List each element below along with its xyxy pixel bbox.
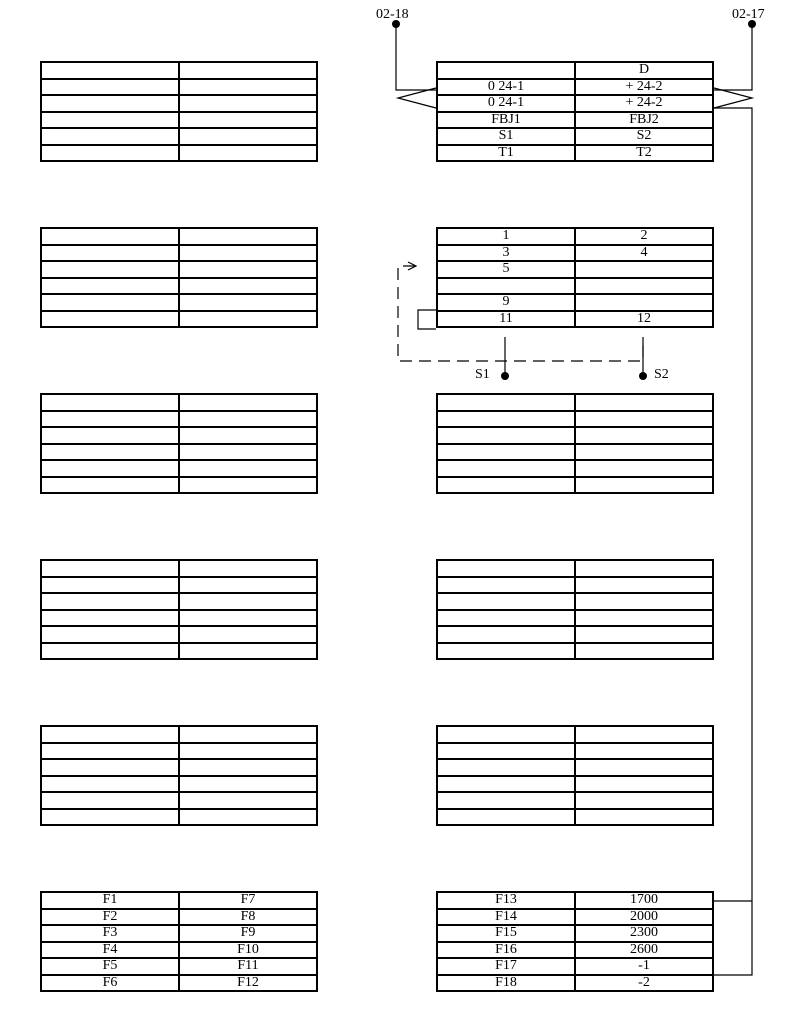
table-cell (437, 792, 575, 809)
table-cell (437, 626, 575, 643)
table-cell: F3 (41, 925, 179, 942)
table-cell: D (575, 62, 713, 79)
table-cell (179, 759, 317, 776)
table-row (437, 925, 713, 942)
table-row (41, 62, 317, 79)
table-row (41, 909, 317, 926)
table-cell (179, 460, 317, 477)
table-cell (179, 62, 317, 79)
table-cell (41, 427, 179, 444)
table-row (41, 577, 317, 594)
table-cell (575, 444, 713, 461)
table-cell (575, 759, 713, 776)
table-row (41, 892, 317, 909)
table-cell (41, 278, 179, 295)
bus-line-right (714, 108, 752, 975)
table-row (437, 427, 713, 444)
table-cell (41, 245, 179, 262)
table-cell: F13 (437, 892, 575, 909)
table-cell (437, 643, 575, 660)
table-cell (179, 128, 317, 145)
table-cell (575, 477, 713, 494)
table-row (437, 112, 713, 129)
table-row (437, 245, 713, 262)
table-cell: F1 (41, 892, 179, 909)
table-cell (41, 228, 179, 245)
table-row (437, 228, 713, 245)
table-cell (41, 128, 179, 145)
table-cell (179, 477, 317, 494)
table-cell (179, 792, 317, 809)
table-cell (41, 394, 179, 411)
table-row (437, 776, 713, 793)
table-cell (437, 577, 575, 594)
table-row (437, 975, 713, 992)
table-cell: F7 (179, 892, 317, 909)
table-cell (41, 743, 179, 760)
table-row (437, 311, 713, 328)
table-cell (41, 95, 179, 112)
table-row (41, 759, 317, 776)
table-cell: F16 (437, 942, 575, 959)
table-cell: F6 (41, 975, 179, 992)
terminal-table (40, 227, 318, 328)
table-cell: F10 (179, 942, 317, 959)
table-cell (41, 294, 179, 311)
terminal-table (436, 891, 714, 992)
table-row (437, 942, 713, 959)
table-row (41, 278, 317, 295)
table-row (437, 477, 713, 494)
table-row (437, 593, 713, 610)
table-row (437, 577, 713, 594)
table-cell: F11 (179, 958, 317, 975)
table-cell (41, 610, 179, 627)
table-cell: 2000 (575, 909, 713, 926)
table-row (437, 909, 713, 926)
table-row (41, 743, 317, 760)
terminal-table (40, 559, 318, 660)
table-cell (437, 560, 575, 577)
table-cell (437, 726, 575, 743)
table-cell (437, 593, 575, 610)
table-cell (437, 62, 575, 79)
table-cell (41, 593, 179, 610)
table-cell (41, 62, 179, 79)
table-cell: S2 (575, 128, 713, 145)
table-cell: FBJ1 (437, 112, 575, 129)
table-cell: F18 (437, 975, 575, 992)
table-cell (575, 427, 713, 444)
table-row (41, 311, 317, 328)
table-cell: 2600 (575, 942, 713, 959)
terminal-table (436, 725, 714, 826)
table-cell (179, 726, 317, 743)
table-cell (179, 593, 317, 610)
table-row (437, 759, 713, 776)
table-cell (575, 792, 713, 809)
table-cell (575, 610, 713, 627)
table-row (41, 593, 317, 610)
table-cell (41, 560, 179, 577)
table-cell (575, 411, 713, 428)
table-cell (179, 394, 317, 411)
table-cell: 2 (575, 228, 713, 245)
table-cell: F2 (41, 909, 179, 926)
table-row (41, 958, 317, 975)
table-cell: 4 (575, 245, 713, 262)
table-row (437, 145, 713, 162)
table-cell (179, 626, 317, 643)
table-cell (437, 278, 575, 295)
table-row (41, 560, 317, 577)
table-row (437, 79, 713, 96)
table-cell (179, 444, 317, 461)
table-row (437, 626, 713, 643)
table-cell (437, 427, 575, 444)
table-cell: F9 (179, 925, 317, 942)
table-row (41, 792, 317, 809)
table-cell: FBJ2 (575, 112, 713, 129)
table-row (41, 261, 317, 278)
table-cell: F4 (41, 942, 179, 959)
terminal-table (40, 725, 318, 826)
table-cell (437, 444, 575, 461)
table-row (41, 610, 317, 627)
table-cell (575, 560, 713, 577)
table-cell (179, 560, 317, 577)
terminal-table (436, 61, 714, 162)
table-cell (179, 311, 317, 328)
table-cell (179, 809, 317, 826)
table-cell (41, 261, 179, 278)
table-row (41, 228, 317, 245)
table-cell: 3 (437, 245, 575, 262)
table-cell: 5 (437, 261, 575, 278)
table-cell (41, 112, 179, 129)
table-cell (41, 643, 179, 660)
table-row (41, 145, 317, 162)
table-row (437, 560, 713, 577)
table-cell (41, 792, 179, 809)
table-cell: + 24-2 (575, 79, 713, 96)
table-cell (437, 759, 575, 776)
table-cell (575, 460, 713, 477)
table-row (437, 128, 713, 145)
table-cell (179, 245, 317, 262)
table-cell (437, 411, 575, 428)
table-row (437, 278, 713, 295)
table-row (41, 477, 317, 494)
terminal-table (40, 61, 318, 162)
table-cell (41, 411, 179, 428)
table-row (437, 62, 713, 79)
table-row (41, 95, 317, 112)
table-cell (179, 643, 317, 660)
table-cell (575, 743, 713, 760)
table-cell (575, 294, 713, 311)
table-row (41, 643, 317, 660)
table-cell (437, 809, 575, 826)
table-cell: F14 (437, 909, 575, 926)
table-cell: F15 (437, 925, 575, 942)
table-cell (575, 278, 713, 295)
table-cell: 0 24-1 (437, 95, 575, 112)
table-cell (575, 394, 713, 411)
table-row (41, 925, 317, 942)
table-row (41, 79, 317, 96)
table-row (437, 643, 713, 660)
table-cell (575, 577, 713, 594)
table-row (41, 427, 317, 444)
terminal-table (436, 227, 714, 328)
table-cell: 1 (437, 228, 575, 245)
table-cell (179, 145, 317, 162)
table-cell (575, 626, 713, 643)
table-row (41, 128, 317, 145)
table-row (437, 792, 713, 809)
table-cell (41, 444, 179, 461)
table-row (41, 444, 317, 461)
terminal-label-s1: S1 (475, 367, 490, 382)
table-row (437, 726, 713, 743)
table-cell (41, 626, 179, 643)
table-cell (179, 577, 317, 594)
table-cell: -1 (575, 958, 713, 975)
table-cell (437, 776, 575, 793)
table-cell: F5 (41, 958, 179, 975)
table-cell (179, 228, 317, 245)
table-cell (179, 743, 317, 760)
table-cell (179, 411, 317, 428)
table-cell: 1700 (575, 892, 713, 909)
table-cell (575, 643, 713, 660)
table-row (437, 95, 713, 112)
terminal-table (40, 393, 318, 494)
terminal-table (436, 559, 714, 660)
table-cell (575, 261, 713, 278)
table-cell (575, 776, 713, 793)
table-cell (179, 112, 317, 129)
connector-label-02-18: 02-18 (376, 7, 409, 22)
table-row (41, 626, 317, 643)
table-row (41, 776, 317, 793)
table-row (41, 809, 317, 826)
table-row (41, 411, 317, 428)
table-row (41, 112, 317, 129)
table-row (41, 294, 317, 311)
table-cell: 9 (437, 294, 575, 311)
table-cell: F12 (179, 975, 317, 992)
table-cell (179, 610, 317, 627)
table-row (437, 958, 713, 975)
table-cell (41, 577, 179, 594)
table-cell (41, 759, 179, 776)
table-row (437, 411, 713, 428)
table-cell (179, 278, 317, 295)
table-row (437, 809, 713, 826)
table-row (41, 394, 317, 411)
wire-02-18 (396, 24, 436, 108)
connector-label-02-17: 02-17 (732, 7, 765, 22)
table-row (437, 294, 713, 311)
table-cell (41, 460, 179, 477)
table-cell (41, 776, 179, 793)
table-cell (437, 610, 575, 627)
table-cell (41, 311, 179, 328)
table-cell (437, 477, 575, 494)
table-cell: T2 (575, 145, 713, 162)
table-cell (179, 79, 317, 96)
terminal-table (436, 393, 714, 494)
table-row (41, 975, 317, 992)
table-row (437, 892, 713, 909)
table-cell (437, 460, 575, 477)
table-cell (437, 743, 575, 760)
table-cell: F8 (179, 909, 317, 926)
table-cell (179, 294, 317, 311)
table-row (437, 743, 713, 760)
table-cell (41, 79, 179, 96)
table-row (41, 942, 317, 959)
table-cell: 0 24-1 (437, 79, 575, 96)
table-cell: 12 (575, 311, 713, 328)
table-row (437, 444, 713, 461)
table-cell: 11 (437, 311, 575, 328)
terminal-dot-s2 (639, 372, 647, 380)
table-cell (437, 394, 575, 411)
table-row (41, 726, 317, 743)
table-cell: T1 (437, 145, 575, 162)
table-cell (179, 261, 317, 278)
table-cell: F17 (437, 958, 575, 975)
terminal-label-s2: S2 (654, 367, 669, 382)
table-cell: S1 (437, 128, 575, 145)
table-cell (179, 776, 317, 793)
table-cell (575, 726, 713, 743)
table-cell (575, 593, 713, 610)
table-cell (41, 477, 179, 494)
terminal-dot-s1 (501, 372, 509, 380)
table-cell (179, 95, 317, 112)
table-cell (41, 145, 179, 162)
table-row (437, 394, 713, 411)
table-cell (575, 809, 713, 826)
table-cell (41, 809, 179, 826)
table-row (437, 610, 713, 627)
table-row (41, 460, 317, 477)
table-row (437, 261, 713, 278)
table-row (437, 460, 713, 477)
terminal-table (40, 891, 318, 992)
wire-02-17 (714, 24, 752, 108)
table-row (41, 245, 317, 262)
table-cell: + 24-2 (575, 95, 713, 112)
table-cell (41, 726, 179, 743)
table-cell: -2 (575, 975, 713, 992)
table-cell: 2300 (575, 925, 713, 942)
table-cell (179, 427, 317, 444)
